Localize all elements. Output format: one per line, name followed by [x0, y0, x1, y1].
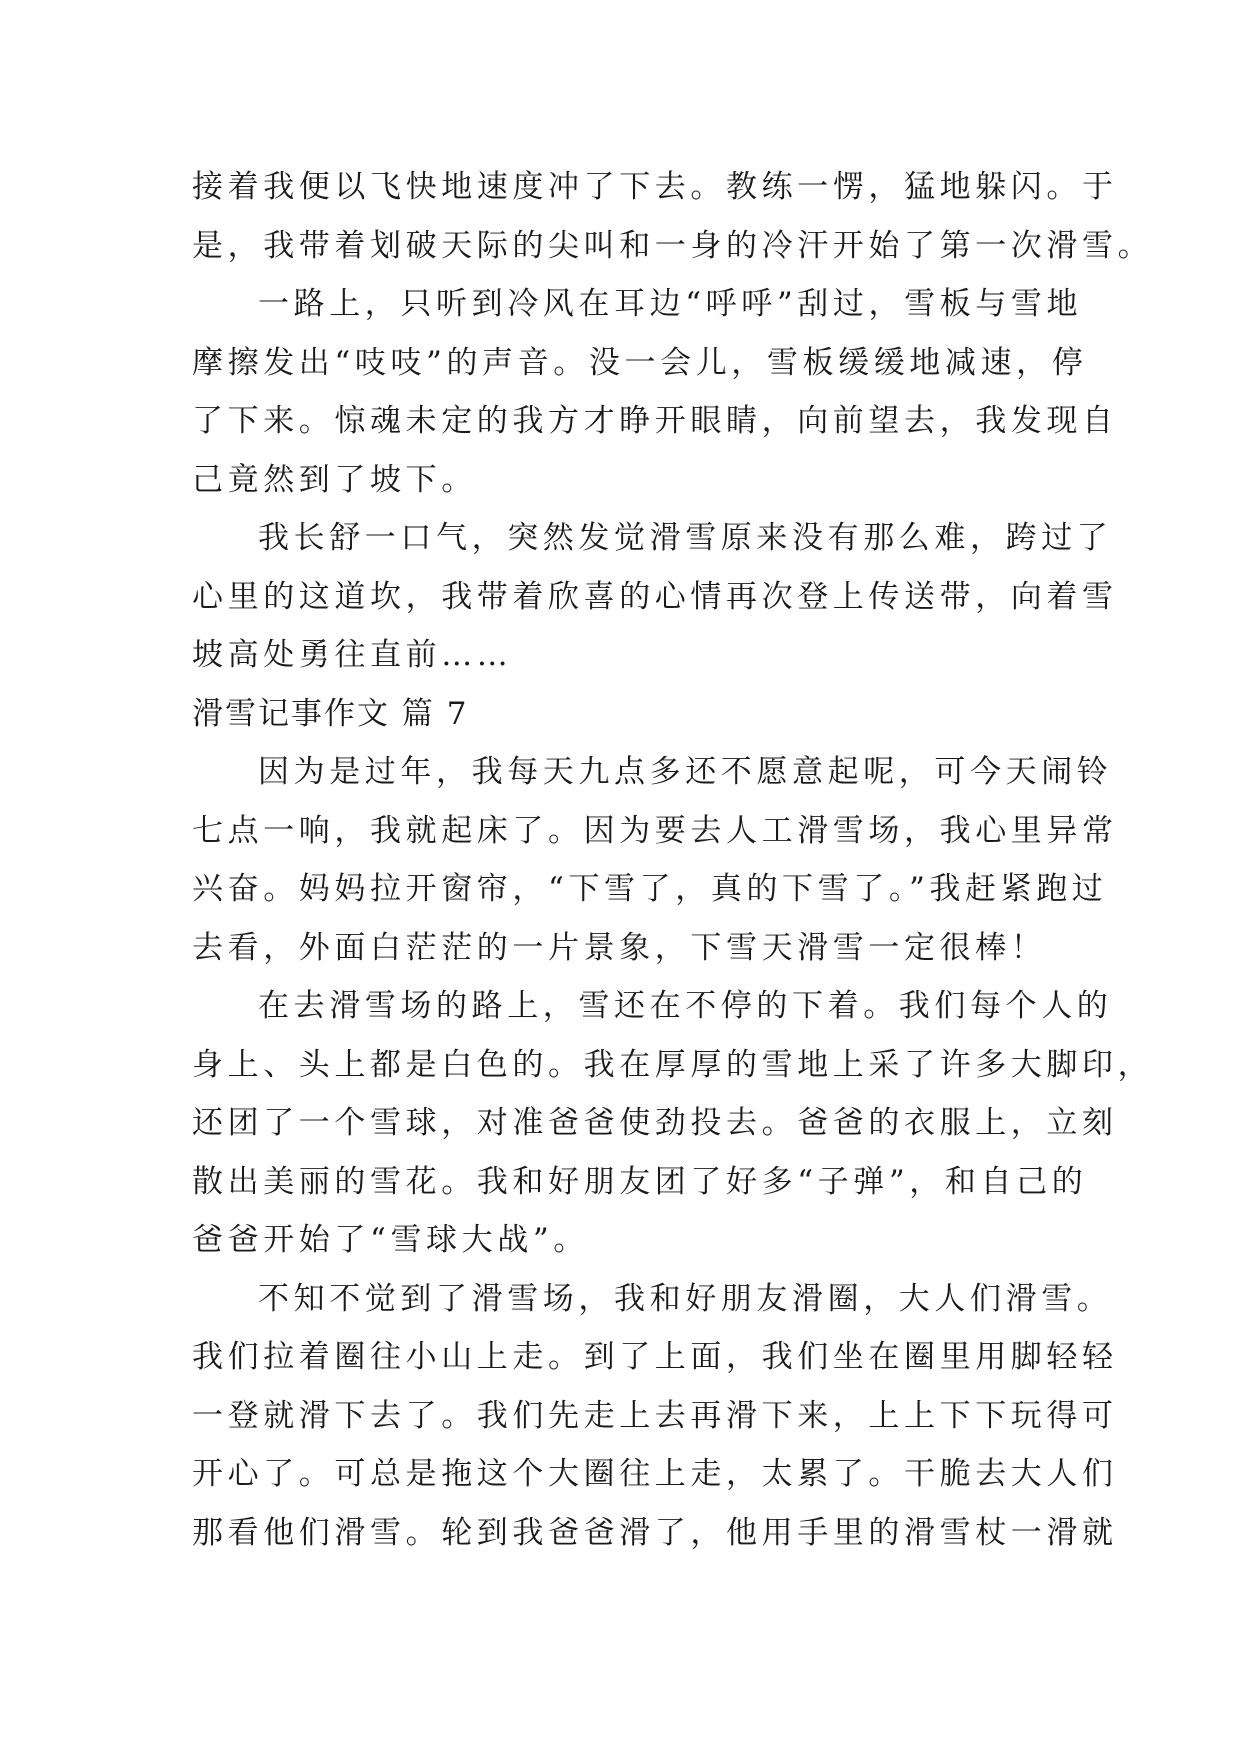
- section-heading: 滑雪记事作文 篇 7: [192, 695, 469, 732]
- text-line: 七点一响，我就起床了。因为要去人工滑雪场，我心里异常: [192, 812, 1118, 849]
- text-line: 兴奋。妈妈拉开窗帘，“下雪了，真的下雪了。”我赶紧跑过: [192, 871, 1108, 907]
- text-line: 因为是过年，我每天九点多还不愿意起呢，可今天闹铃: [258, 754, 1113, 790]
- essay-text: [192, 158, 1154, 1562]
- text-line: 是，我带着划破天际的尖叫和一身的冷汗开始了第一次滑雪。: [192, 227, 1154, 264]
- text-line: 身上、头上都是白色的。我在厚厚的雪地上采了许多大脚印，: [192, 1046, 1154, 1083]
- text-line: 坡高处勇往直前……: [192, 637, 513, 673]
- text-line: 那看他们滑雪。轮到我爸爸滑了，他用手里的滑雪杖一滑就: [192, 1514, 1118, 1551]
- text-line: 我长舒一口气，突然发觉滑雪原来没有那么难，跨过了: [258, 520, 1113, 556]
- text-line: 不知不觉到了滑雪场，我和好朋友滑圈，大人们滑雪。: [258, 1280, 1113, 1317]
- text-line: 在去滑雪场的路上，雪还在不停的下着。我们每个人的: [258, 988, 1113, 1024]
- text-line: 开心了。可总是拖这个大圈往上走，太累了。干脆去大人们: [192, 1456, 1118, 1492]
- text-line: 了下来。惊魂未定的我方才睁开眼睛，向前望去，我发现自: [192, 403, 1118, 439]
- text-line: 摩擦发出“吱吱”的声音。没一会儿，雪板缓缓地减速，停: [192, 344, 1088, 381]
- text-line: 心里的这道坎，我带着欣喜的心情再次登上传送带，向着雪: [192, 578, 1118, 615]
- text-line: 我们拉着圈往小山上走。到了上面，我们坐在圈里用脚轻轻: [192, 1339, 1118, 1375]
- text-line: 还团了一个雪球，对准爸爸使劲投去。爸爸的衣服上，立刻: [192, 1105, 1118, 1141]
- text-line: 一路上，只听到冷风在耳边“呼呼”刮过，雪板与雪地: [258, 286, 1083, 322]
- text-line: 爸爸开始了“雪球大战”。: [192, 1222, 589, 1258]
- text-line: 去看，外面白茫茫的一片景象，下雪天滑雪一定很棒！: [192, 929, 1047, 966]
- text-line: 一登就滑下去了。我们先走上去再滑下来，上上下下玩得可: [192, 1397, 1118, 1434]
- text-line: 散出美丽的雪花。我和好朋友团了好多“子弹”，和自己的: [192, 1163, 1088, 1200]
- text-line: 己竟然到了坡下。: [192, 461, 477, 498]
- text-line: 接着我便以飞快地速度冲了下去。教练一愣，猛地躲闪。于: [192, 169, 1118, 205]
